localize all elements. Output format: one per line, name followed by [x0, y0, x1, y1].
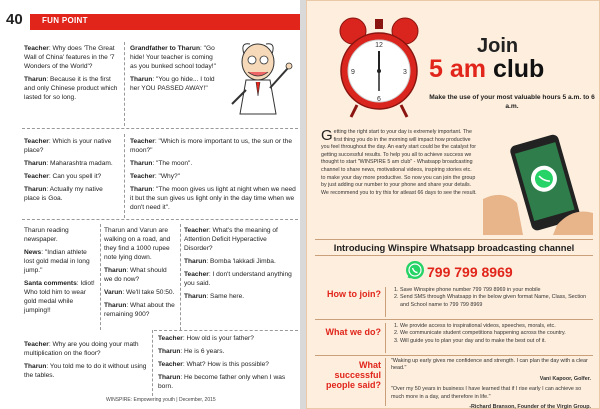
- what-we-do-steps: [391, 323, 591, 345]
- intro-paragraph: Getting the right start to your day is extremely important. The first thing you do in the morning will impact how productive you feel throughout the day. An early start could be the catalyst for getting successful results. To help you all to achieve success we thought to start "WINSPIRE 5 am club" - Whatsapp broadcasting channel to share news, motivational videos, inspiring stories etc. to make your day more productive. So now you can join the group by just adding our number to your phone and share your details. We recommend you to try this for atleast 66 days to see the result.: [321, 127, 477, 196]
- join-title: Join: [477, 35, 519, 57]
- intro-dropcap: G: [321, 127, 333, 144]
- joke-father-age: Teacher: How old is your father? Tharun: He is 6 years. Teacher: What? How is this possible? Tharun: He become father only when I was born.: [158, 335, 286, 390]
- divider: [152, 330, 153, 396]
- page-number: 40: [6, 11, 23, 28]
- section-rule: [385, 323, 386, 353]
- divider: [315, 355, 593, 356]
- what-step: 3. Will guide you to plan your day and to make the best out of it.: [400, 338, 591, 345]
- joke-rupee-note: Tharun and Varun are walking on a road, and they find a 1000 rupee note lying down. Tharun: What should we do now? Varun: We'll take 50:50. Tharun: What about the remaining 900?: [104, 227, 175, 318]
- footer: WINSPIRE: Empowering youth | December, 2015: [106, 397, 216, 403]
- how-step: 1. Save Winspire phone number 799 799 8969 in your mobile: [400, 287, 591, 294]
- how-to-join-steps: [391, 287, 591, 309]
- quote-text: "Over my 50 years in business I have learned that if I rise early I can achieve so much more in a day, and therefore in life.": [391, 386, 582, 400]
- quotes-label: What successful people said?: [325, 360, 381, 390]
- club-title-word: club: [492, 55, 545, 83]
- how-to-join-label: How to join?: [327, 289, 381, 299]
- divider: [180, 224, 181, 330]
- whatsapp-icon: [405, 260, 425, 280]
- old-man-cartoon-illustration: [218, 34, 296, 122]
- divider: [22, 219, 298, 220]
- divider: [315, 319, 593, 320]
- joke-sun-moon: Teacher: "Which is more important to us, the sun or the moon?" Tharun: "The moon". Teacher: "Why?" Tharun: "The moon gives us light at night when we need it but the sun gives us light only in the day time when we don't need it".: [130, 138, 296, 211]
- what-step: 1. We provide access to inspirational videos, speeches, morals, etc.: [400, 323, 591, 330]
- what-step: 2. We communicate student competitions happening across the country.: [400, 330, 591, 337]
- divider: [154, 330, 298, 331]
- divider: [124, 42, 125, 126]
- joke-newspaper: Tharun reading newspaper. News: "Indian athlete lost gold medal in long jump." Santa comments: Idiot! Who told him to wear gold medal while jumping!!: [24, 227, 95, 314]
- svg-text:9: 9: [351, 69, 355, 76]
- what-we-do-section: [315, 323, 593, 353]
- quotes-section: [315, 358, 593, 408]
- channel-heading: Introducing Winspire Whatsapp broadcasting channel: [333, 242, 575, 253]
- phone-in-hand-illustration: [483, 129, 593, 235]
- alarm-clock-icon: [335, 15, 423, 123]
- joke-grandfather: Grandfather to Tharun: "Go hide! Your teacher is coming as you bunked school today!" Tharun: "You go hide... I told her YOU PASSED AWAY!": [130, 45, 216, 92]
- club-title-am: 5 am: [429, 55, 486, 83]
- right-page: [306, 0, 600, 409]
- quote-author: Vani Kapoor, Golfer.: [539, 375, 591, 382]
- divider: [315, 239, 593, 240]
- quote-text: "Waking up early gives me confidence and strength. I can plan the day with a clear head.": [391, 358, 588, 372]
- tagline: Make the use of your most valuable hours 5 a.m. to 6 a.m.: [429, 94, 595, 110]
- joke-math-floor: Teacher: Why are you doing your math multiplication on the floor? Tharun: You told me to do it without using the tables.: [24, 341, 147, 379]
- divider: [100, 224, 101, 330]
- quote-author: -Richard Branson, Founder of the Virgin Group.: [469, 404, 591, 409]
- how-step: 2. Send SMS through Whatsapp in the below given format Name, Class, Section and School name to 799 799 8969: [400, 294, 591, 309]
- quotes-body: [391, 358, 591, 409]
- joke-attention-deficit: Teacher: What's the meaning of Attention Deficit Hyperactive Disorder? Tharun: Bomba 'lakkadi Jimba. Teacher: I don't understand anything you said. Tharun: Same here.: [184, 227, 292, 300]
- club-title: [429, 55, 544, 84]
- how-to-join-section: [315, 287, 593, 317]
- section-banner: [30, 14, 300, 30]
- what-we-do-label: What we do?: [325, 327, 381, 337]
- section-rule: [385, 358, 386, 406]
- divider: [315, 255, 593, 256]
- svg-text:12: 12: [375, 42, 383, 49]
- svg-text:3: 3: [403, 69, 407, 76]
- divider: [124, 134, 125, 218]
- joke-great-wall: Teacher: Why does 'The Great Wall of China' features in the '7 Wonders of the World'? Tharun: Because it is the first and only Chinese product which lasted for so long.: [24, 45, 118, 101]
- svg-text:6: 6: [377, 96, 381, 103]
- section-rule: [385, 287, 386, 317]
- section-label: FUN POINT: [42, 16, 88, 25]
- channel-phone-number: 799 799 8969: [427, 264, 513, 280]
- joke-native-place: Teacher: Which is your native place? Tharun: Maharashtra madam. Teacher: Can you spell it? Tharun: Actually my native place is Goa.: [24, 138, 113, 202]
- divider: [22, 128, 298, 129]
